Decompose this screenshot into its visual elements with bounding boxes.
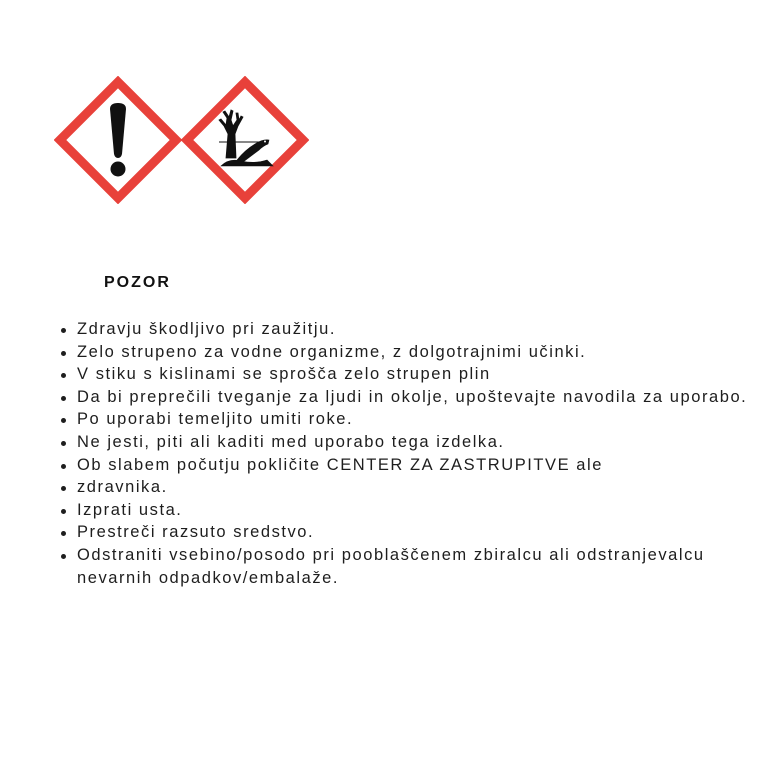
statement-item: Zelo strupeno za vodne organizme, z dolgotrajnimi učinki. [58,341,758,364]
exclamation-icon [54,76,182,204]
signal-word: POZOR [104,274,171,291]
statement-item: Izprati usta. [58,499,758,522]
statement-item: Prestreči razsuto sredstvo. [58,521,758,544]
hazard-pictograms [54,76,308,206]
hazard-statements-list [58,318,758,589]
statement-item: Ne jesti, piti ali kaditi med uporabo tega izdelka. [58,431,758,454]
statement-item: V stiku s kislinami se sprošča zelo strupen plin [58,363,758,386]
environment-hazard-pictogram [181,76,309,204]
statement-item: zdravnika. [58,476,758,499]
statement-item: Zdravju škodljivo pri zaužitju. [58,318,758,341]
statement-item: Po uporabi temeljito umiti roke. [58,408,758,431]
statement-item: Da bi preprečili tveganje za ljudi in okolje, upoštevajte navodila za uporabo. [58,386,758,409]
dead-tree-fish-icon [181,76,309,204]
exclamation-hazard-pictogram [54,76,182,204]
statement-item: Odstraniti vsebino/posodo pri pooblaščenem zbiralcu ali odstranjevalcu nevarnih odpadkov/embalaže. [58,544,758,589]
statement-item: Ob slabem počutju pokličite CENTER ZA ZASTRUPITVE ale [58,454,758,477]
